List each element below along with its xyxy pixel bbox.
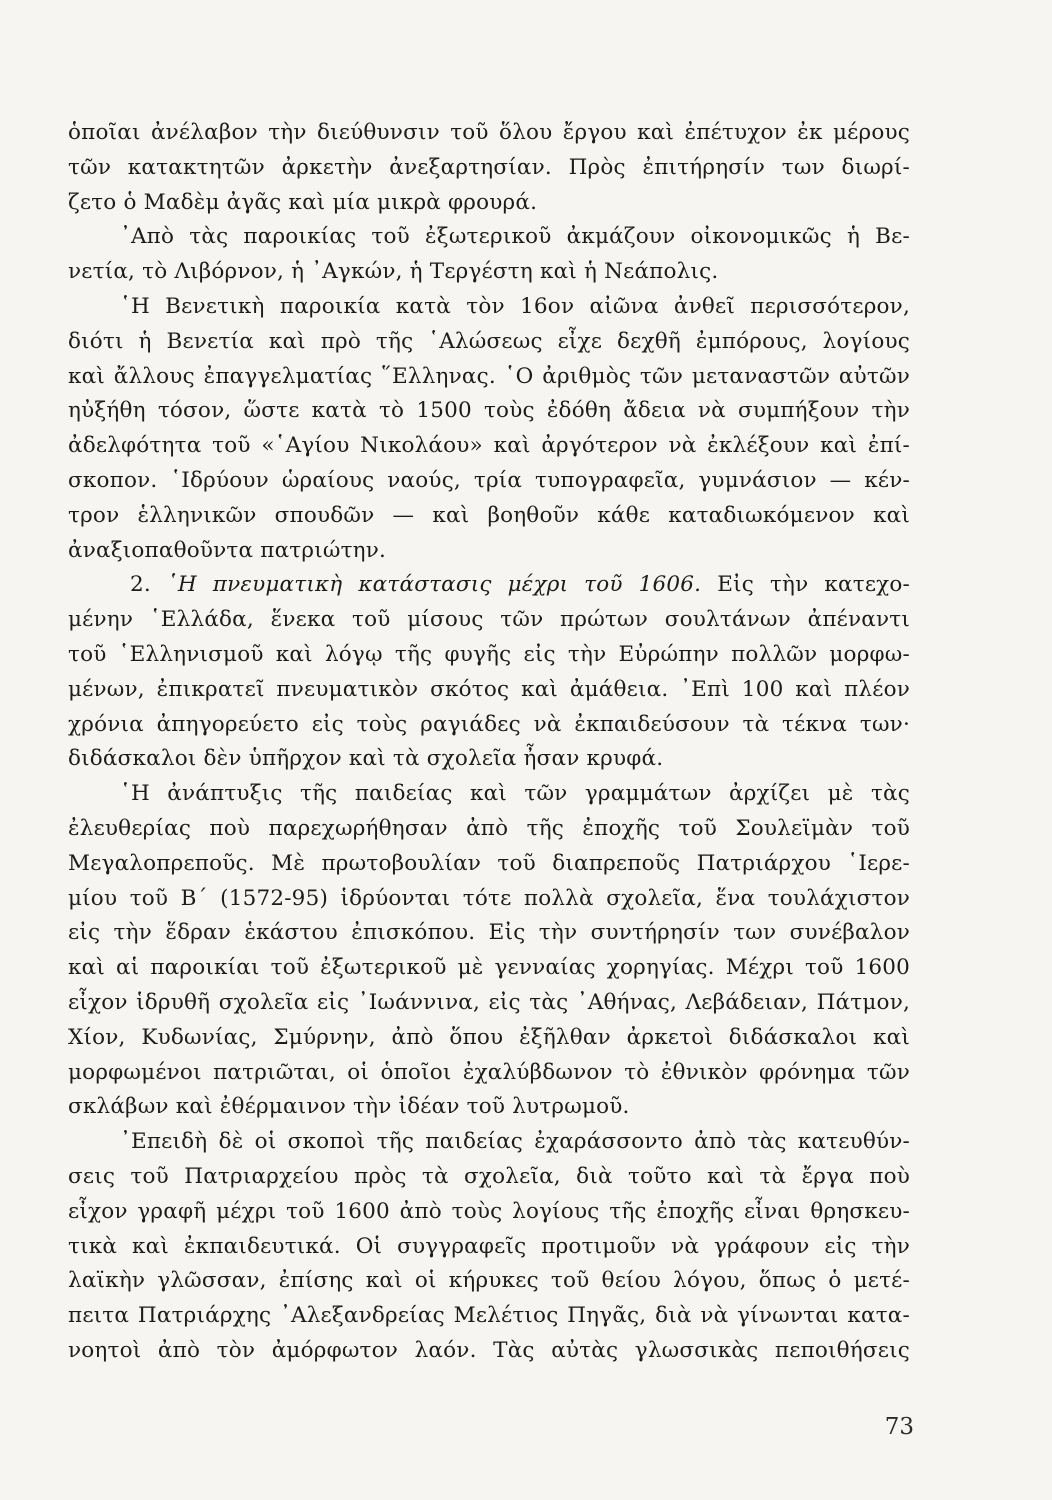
section-title: ῾Η πνευματικὴ κατάστασις μέχρι τοῦ 1606.	[166, 572, 702, 598]
text-line: καὶ αἱ παροικίαι τοῦ ἐξωτερικοῦ μὲ γενναίας χορηγίας. Μέχρι τοῦ 1600	[68, 955, 910, 981]
text-line: ῾Η Βενετικὴ παροικία κατὰ τὸν 16ον αἰῶνα ἀνθεῖ περισσότερον,	[120, 293, 910, 319]
text-line: ᾿Απὸ τὰς παροικίας τοῦ ἐξωτερικοῦ ἀκμάζουν οἰκονομικῶς ἡ Βε-	[120, 224, 910, 250]
text-line: ἀδελφότητα τοῦ «῾Αγίου Νικολάου» καὶ ἀργότερον νὰ ἐκλέξουν καὶ ἐπί-	[68, 433, 910, 459]
text-line: νοητοὶ ἀπὸ τὸν ἀμόρφωτον λαόν. Τὰς αὐτὰς γλωσσικὰς πεποιθήσεις	[68, 1337, 910, 1363]
section-heading-rest: Εἰς τὴν κατεχο-	[701, 572, 910, 598]
text-line: μορφωμένοι πατριῶται, οἱ ὁποῖοι ἐχαλύβδωνον τὸ ἐθνικὸν φρόνημα τῶν	[68, 1059, 910, 1085]
text-line: εἰς τὴν ἕδραν ἑκάστου ἐπισκόπου. Εἰς τὴν συντήρησίν των συνέβαλον	[68, 920, 910, 946]
text-line: τικὰ καὶ ἐκπαιδευτικά. Οἱ συγγραφεῖς προτιμοῦν νὰ γράφουν εἰς τὴν	[68, 1233, 910, 1259]
text-line: σκλάβων καὶ ἐθέρμαινον τὴν ἰδέαν τοῦ λυτρωμοῦ.	[68, 1094, 630, 1120]
text-line: ἐλευθερίας ποὺ παρεχωρήθησαν ἀπὸ τῆς ἐποχῆς τοῦ Σουλεϊμὰν τοῦ	[68, 815, 910, 841]
text-line: ῾Η ἀνάπτυξις τῆς παιδείας καὶ τῶν γραμμάτων ἀρχίζει μὲ τὰς	[120, 781, 910, 807]
text-line: ζετο ὁ Μαδὲμ ἀγᾶς καὶ μία μικρὰ φρουρά.	[68, 189, 538, 215]
section-number: 2.	[130, 572, 151, 598]
text-line: μένην ῾Ελλάδα, ἕνεκα τοῦ μίσους τῶν πρώτων σουλτάνων ἀπέναντι	[68, 607, 910, 633]
section-heading-line	[68, 568, 910, 603]
body-text	[68, 116, 910, 1369]
text-line: σεις τοῦ Πατριαρχείου πρὸς τὰ σχολεῖα, διὰ τοῦτο καὶ τὰ ἔργα ποὺ	[68, 1163, 910, 1189]
text-line: διδάσκαλοι δὲν ὑπῆρχον καὶ τὰ σχολεῖα ἦσαν κρυφά.	[68, 746, 664, 772]
text-line: νετία, τὸ Λιβόρνον, ἡ ᾿Αγκών, ἡ Τεργέστη καὶ ἡ Νεάπολις.	[68, 259, 719, 285]
text-line: ηὐξήθη τόσον, ὥστε κατὰ τὸ 1500 τοὺς ἐδόθη ἄδεια νὰ συμπήξουν τὴν	[68, 398, 910, 424]
text-line: μένων, ἐπικρατεῖ πνευματικὸν σκότος καὶ ἀμάθεια. ᾿Επὶ 100 καὶ πλέον	[68, 676, 910, 702]
text-line: τρον ἑλληνικῶν σπουδῶν — καὶ βοηθοῦν κάθε καταδιωκόμενον καὶ	[68, 502, 910, 528]
text-line: ὁποῖαι ἀνέλαβον τὴν διεύθυνσιν τοῦ ὅλου ἔργου καὶ ἐπέτυχον ἐκ μέρους	[68, 120, 910, 145]
page-number: 73	[884, 1414, 914, 1440]
text-line: χρόνια ἀπηγορεύετο εἰς τοὺς ραγιάδες νὰ ἐκπαιδεύσουν τὰ τέκνα των·	[68, 711, 910, 737]
text-line: εἶχον γραφῆ μέχρι τοῦ 1600 ἀπὸ τοὺς λογίους τῆς ἐποχῆς εἶναι θρησκευ-	[68, 1198, 910, 1224]
text-line: σκοπον. ῾Ιδρύουν ὡραίους ναούς, τρία τυπογραφεῖα, γυμνάσιον — κέν-	[68, 467, 910, 493]
text-line: τοῦ ῾Ελληνισμοῦ καὶ λόγῳ τῆς φυγῆς εἰς τὴν Εὐρώπην πολλῶν μορφω-	[68, 641, 910, 667]
text-line: Μεγαλοπρεποῦς. Μὲ πρωτοβουλίαν τοῦ διαπρεποῦς Πατριάρχου ῾Ιερε-	[68, 850, 910, 876]
text-line: διότι ἡ Βενετία καὶ πρὸ τῆς ῾Αλώσεως εἶχε δεχθῆ ἐμπόρους, λογίους	[68, 328, 910, 354]
text-line: λαϊκὴν γλῶσσαν, ἐπίσης καὶ οἱ κήρυκες τοῦ θείου λόγου, ὅπως ὁ μετέ-	[68, 1268, 910, 1294]
text-line: Χίον, Κυδωνίας, Σμύρνην, ἀπὸ ὅπου ἐξῆλθαν ἀρκετοὶ διδάσκαλοι καὶ	[68, 1024, 910, 1050]
text-line: εἶχον ἱδρυθῆ σχολεῖα εἰς ᾿Ιωάννινα, εἰς τὰς ᾿Αθήνας, Λεβάδειαν, Πάτμον,	[68, 989, 910, 1015]
text-line: πειτα Πατριάρχης ᾿Αλεξανδρείας Μελέτιος Πηγᾶς, διὰ νὰ γίνωνται κατα-	[68, 1303, 910, 1329]
text-line: ᾿Επειδὴ δὲ οἱ σκοποὶ τῆς παιδείας ἐχαράσσοντο ἀπὸ τὰς κατευθύν-	[120, 1129, 910, 1155]
text-line: καὶ ἄλλους ἐπαγγελματίας ῞Ελληνας. ῾Ο ἀριθμὸς τῶν μεταναστῶν αὐτῶν	[68, 363, 910, 389]
text-line: τῶν κατακτητῶν ἀρκετὴν ἀνεξαρτησίαν. Πρὸς ἐπιτήρησίν των διωρί-	[68, 154, 910, 180]
text-line: ἀναξιοπαθοῦντα πατριώτην.	[68, 537, 387, 563]
text-line: μίου τοῦ Β΄ (1572-95) ἱδρύονται τότε πολλὰ σχολεῖα, ἕνα τουλάχιστον	[68, 885, 910, 911]
